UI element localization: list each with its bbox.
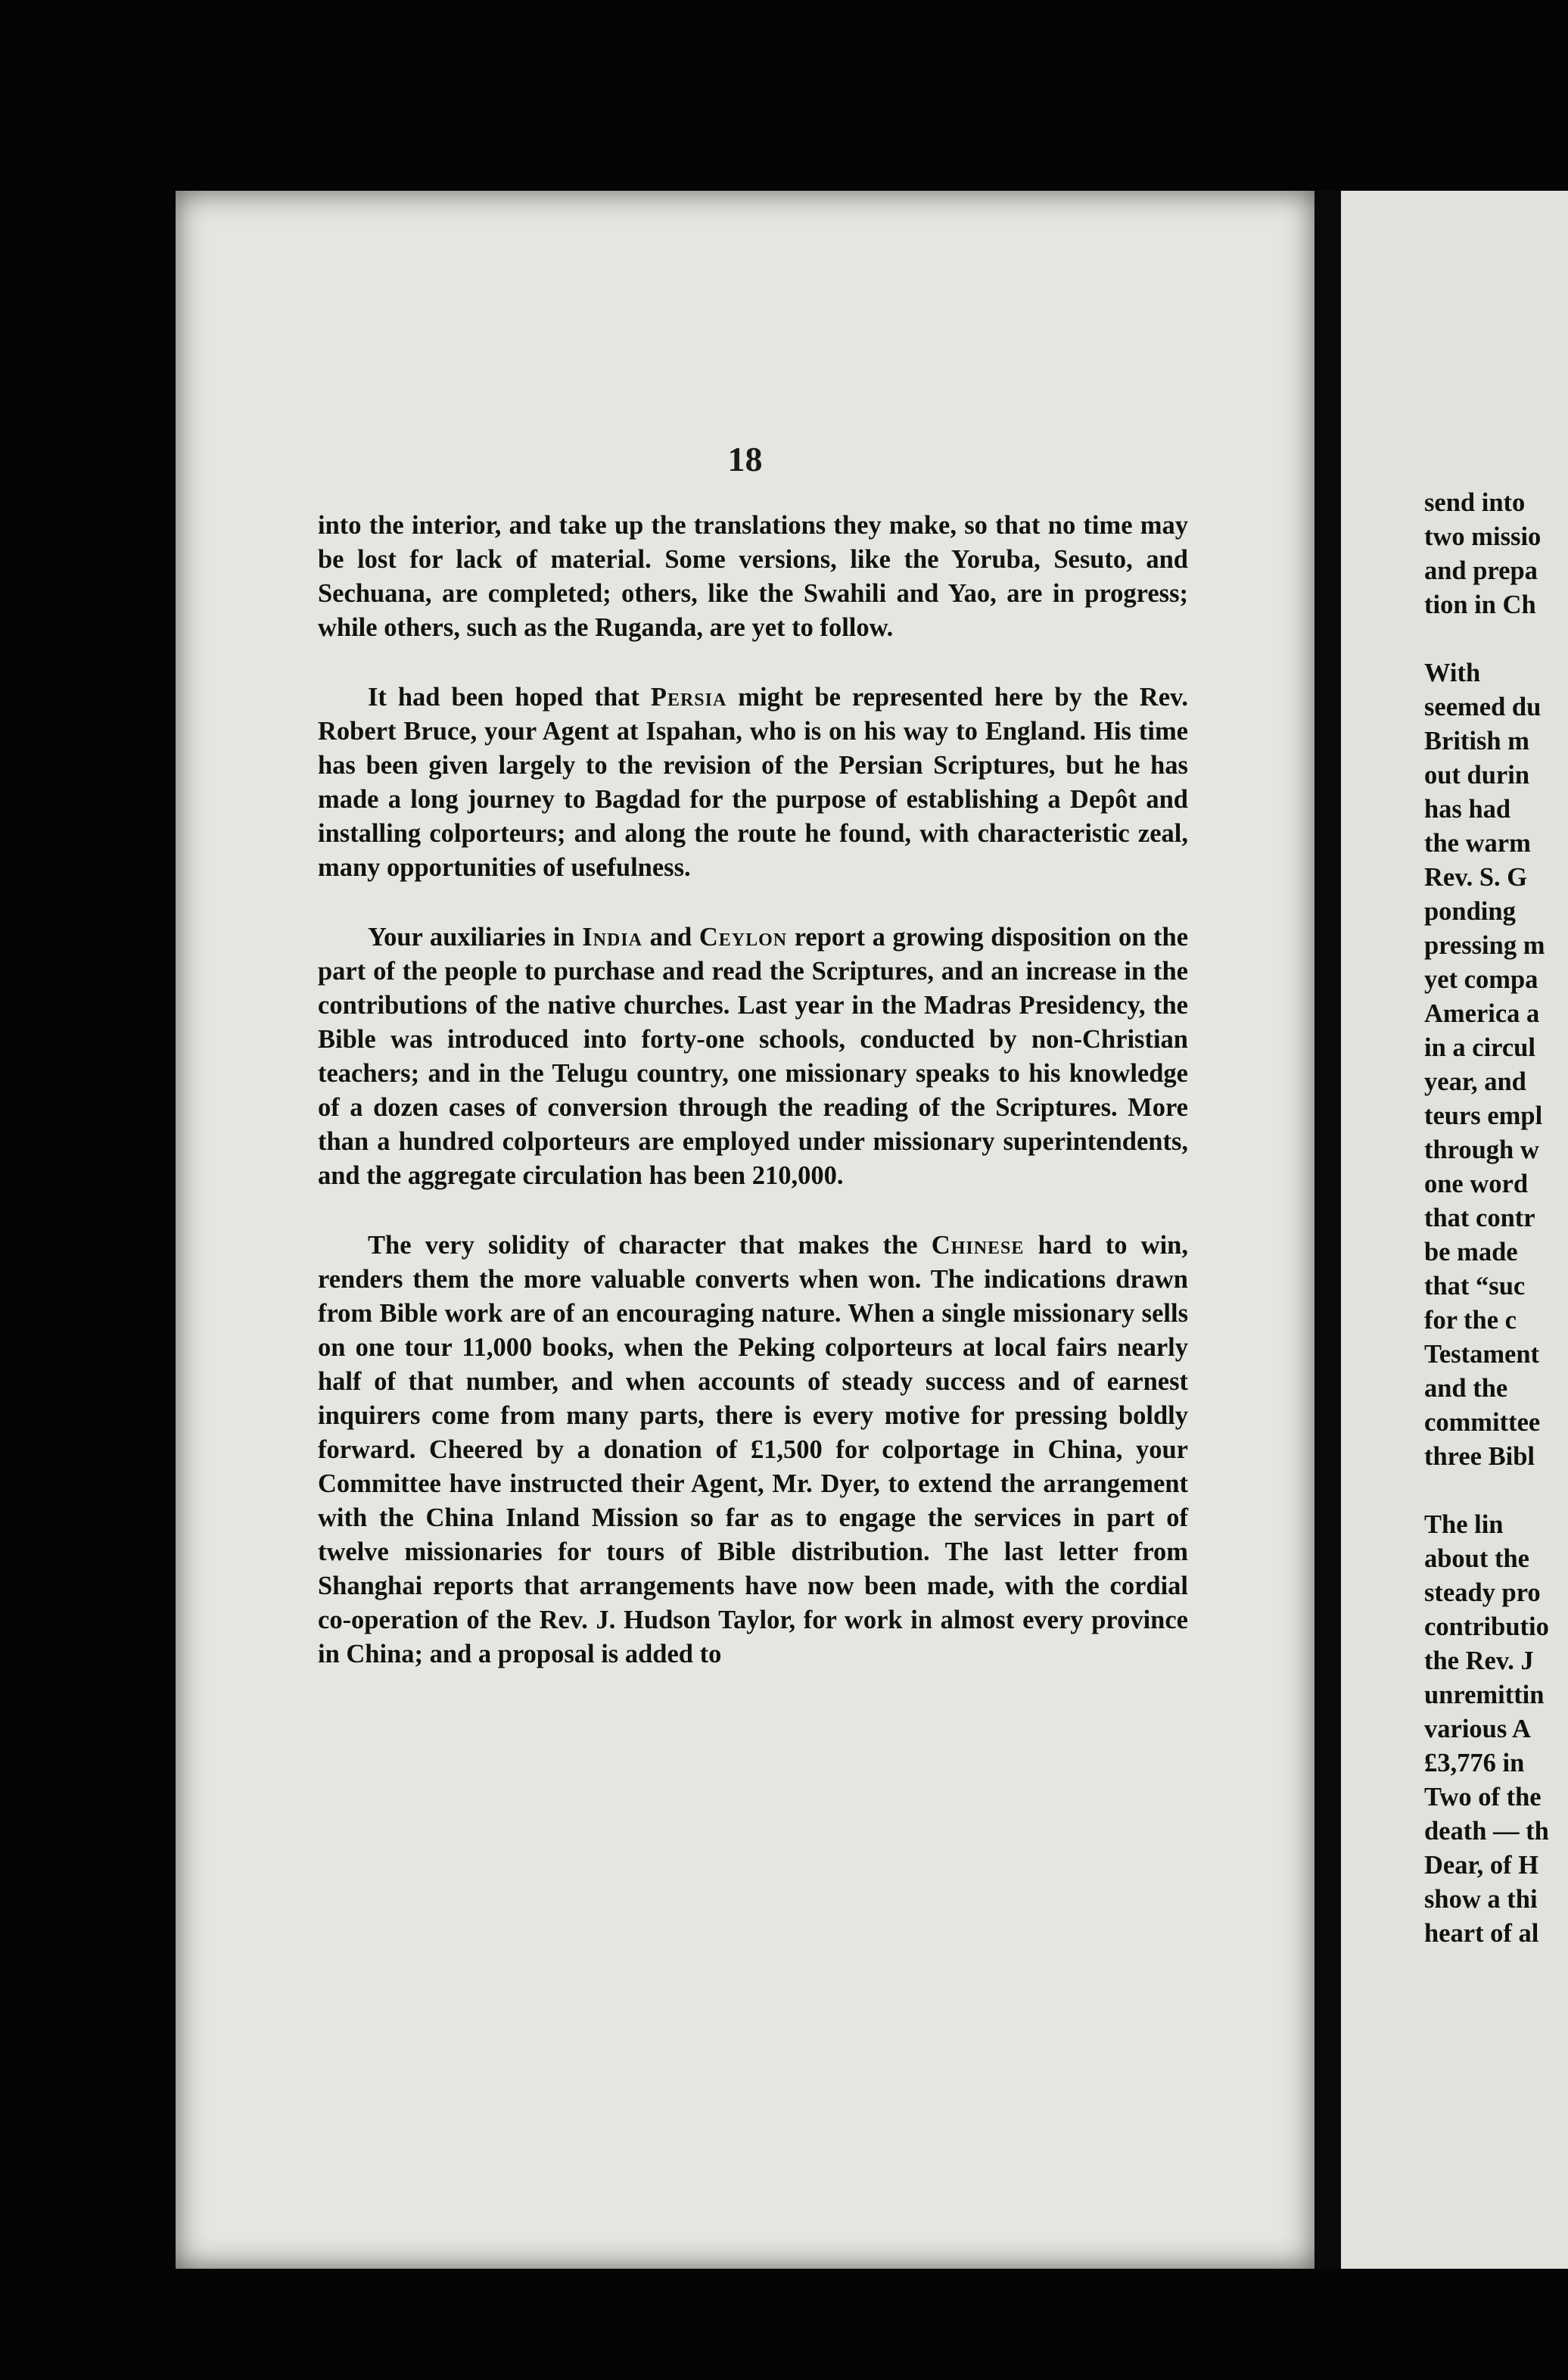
paragraph-3-country-1: India <box>582 923 642 952</box>
right-page-line: The lin <box>1424 1510 1504 1539</box>
right-page-line: British m <box>1424 727 1529 755</box>
right-page-text <box>1424 486 1568 1951</box>
right-page-line: various A <box>1424 1715 1531 1743</box>
right-page-line: committee <box>1424 1408 1541 1437</box>
paragraph-2-post: might be represented here by the Rev. Robert Bruce, your Agent at Ispahan, who is on his way to England. His time has been given largely to the revision of the Persian Scriptures, but he has made a long journey to Bagdad for the purpose of establishing a Depôt and installing colporteurs; and along the route he found, with characteristic zeal, many opportunities of usefulness. <box>318 683 1188 882</box>
right-page <box>1341 191 1568 2269</box>
right-page-line: tion in Ch <box>1424 590 1536 619</box>
paragraph-4-pre: The very solidity of character that makes the <box>368 1231 932 1260</box>
right-page-line: With <box>1424 659 1481 687</box>
paragraph-1-text: into the interior, and take up the translations they make, so that no time may be lost for lack of material. Some versions, like the Yoruba, Sesuto, and Sechuana, are completed; others, like the Swahili and Yao, are in progress; while others, such as the Ruganda, are yet to follow. <box>318 511 1188 642</box>
right-page-line: Rev. S. G <box>1424 863 1528 892</box>
page-number: 18 <box>727 440 763 478</box>
right-page-line: show a thi <box>1424 1885 1538 1914</box>
paragraph-gap <box>1424 1474 1568 1508</box>
right-page-line: steady pro <box>1424 1578 1541 1607</box>
right-page-line: has had <box>1424 795 1511 824</box>
right-page-line: through w <box>1424 1135 1539 1164</box>
right-page-line: Testament <box>1424 1340 1540 1369</box>
right-page-line: seemed du <box>1424 693 1542 721</box>
right-page-line: America a <box>1424 999 1540 1028</box>
right-page-line: one word <box>1424 1170 1529 1198</box>
right-page-line: for the c <box>1424 1306 1517 1335</box>
right-page-line: contributio <box>1424 1612 1549 1641</box>
left-page <box>176 191 1314 2269</box>
body-text <box>318 509 1188 1707</box>
right-page-line: out durin <box>1424 761 1530 790</box>
right-page-line: unremittin <box>1424 1681 1545 1709</box>
paragraph-4 <box>318 1229 1188 1671</box>
paragraph-3 <box>318 921 1188 1193</box>
right-page-line: the warm <box>1424 829 1531 858</box>
paragraph-2-pre: It had been hoped that <box>368 683 651 712</box>
book-gutter <box>1314 191 1341 2269</box>
paragraph-2 <box>318 681 1188 885</box>
right-page-line: yet compa <box>1424 965 1538 994</box>
right-page-line: two missio <box>1424 522 1542 551</box>
paragraph-3-post: report a growing disposition on the part of the people to purchase and read the Scriptures, and an increase in the contributions of the native churches. Last year in the Madras Presidency, the Bible was introduced into forty-one schools, conducted by non-Christian teachers; and in the Telugu country, one missionary speaks to his knowledge of a dozen cases of conversion through the reading of the Scriptures. More than a hundred colporteurs are employed under missionary superintendents, and the aggregate circulation has been 210,000. <box>318 923 1189 1190</box>
right-page-line: ponding <box>1424 897 1516 926</box>
right-page-line: £3,776 in <box>1424 1749 1525 1777</box>
right-page-line: in a circul <box>1424 1033 1535 1062</box>
paragraph-gap <box>1424 622 1568 656</box>
paragraph-3-mid: and <box>642 923 699 952</box>
right-page-line: that “suc <box>1424 1272 1526 1301</box>
paragraph-4-country: Chinese <box>931 1231 1025 1260</box>
right-page-line: teurs empl <box>1424 1101 1543 1130</box>
right-page-line: and prepa <box>1424 556 1538 585</box>
right-page-line: Two of the <box>1424 1783 1542 1811</box>
right-page-line: death — th <box>1424 1817 1549 1846</box>
right-page-line: three Bibl <box>1424 1442 1535 1471</box>
right-page-line: pressing m <box>1424 931 1545 960</box>
right-page-line: that contr <box>1424 1204 1535 1232</box>
right-page-line: heart of al <box>1424 1919 1539 1948</box>
paragraph-3-pre: Your auxiliaries in <box>368 923 583 952</box>
right-page-line: year, and <box>1424 1067 1526 1096</box>
paragraph-2-country: Persia <box>650 683 727 712</box>
right-page-line: be made <box>1424 1238 1518 1266</box>
right-page-line: the Rev. J <box>1424 1646 1534 1675</box>
paragraph-1 <box>318 509 1188 645</box>
paragraph-3-country-2: Ceylon <box>698 923 788 952</box>
paragraph-4-post: hard to win, renders them the more valuable converts when won. The indications drawn from Bible work are of an encouraging nature. When a single missionary sells on one tour 11,000 books, when the Peking colporteurs at local fairs nearly half of that number, and when accounts of steady success and of earnest inquirers come from many parts, there is every motive for pressing boldly forward. Cheered by a donation of £1,500 for colportage in China, your Committee have instructed their Agent, Mr. Dyer, to extend the arrangement with the China Inland Mission so far as to engage the services in part of twelve missionaries for tours of Bible distribution. The last letter from Shanghai reports that arrangements have now been made, with the cordial co-operation of the Rev. J. Hudson Taylor, for work in almost every province in China; and a proposal is added to <box>318 1231 1188 1668</box>
right-page-line: about the <box>1424 1544 1529 1573</box>
right-page-line: Dear, of H <box>1424 1851 1539 1880</box>
right-page-line: and the <box>1424 1374 1508 1403</box>
right-page-line: send into <box>1424 488 1526 517</box>
